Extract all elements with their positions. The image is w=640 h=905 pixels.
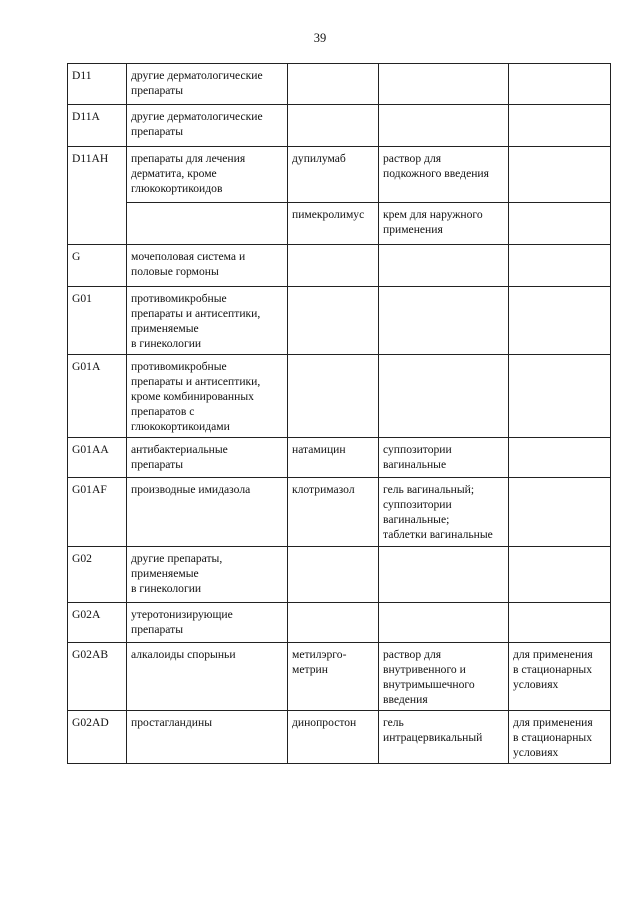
atc-code-cell: G02A bbox=[68, 603, 127, 643]
table-row bbox=[68, 603, 611, 643]
table-row bbox=[68, 711, 611, 764]
dosage-form-cell: крем для наружного применения bbox=[379, 203, 509, 245]
page-number: 39 bbox=[313, 31, 327, 45]
group-name-cell: простагландины bbox=[127, 711, 288, 764]
table-row bbox=[68, 478, 611, 547]
note-cell bbox=[509, 64, 611, 105]
atc-code-cell: G01 bbox=[68, 287, 127, 355]
drug-name-cell: клотримазол bbox=[288, 478, 379, 547]
note-cell bbox=[509, 203, 611, 245]
dosage-form-cell bbox=[379, 64, 509, 105]
drug-name-cell bbox=[288, 355, 379, 438]
note-cell bbox=[509, 105, 611, 147]
dosage-form-cell bbox=[379, 603, 509, 643]
group-name-cell: производные имидазола bbox=[127, 478, 288, 547]
note-cell bbox=[509, 603, 611, 643]
atc-code-cell: G02 bbox=[68, 547, 127, 603]
drug-name-cell: натамицин bbox=[288, 438, 379, 478]
dosage-form-cell bbox=[379, 355, 509, 438]
table-row bbox=[68, 355, 611, 438]
note-cell bbox=[509, 547, 611, 603]
atc-code-cell: G02AD bbox=[68, 711, 127, 764]
dosage-form-cell bbox=[379, 245, 509, 287]
drug-name-cell: динопростон bbox=[288, 711, 379, 764]
note-cell bbox=[509, 147, 611, 203]
table-row bbox=[68, 105, 611, 147]
group-name-cell: другие дерматологические препараты bbox=[127, 64, 288, 105]
dosage-form-cell: суппозитории вагинальные bbox=[379, 438, 509, 478]
atc-code-cell: D11 bbox=[68, 64, 127, 105]
note-cell bbox=[509, 287, 611, 355]
dosage-form-cell bbox=[379, 547, 509, 603]
atc-code-cell: D11AH bbox=[68, 147, 127, 245]
dosage-form-cell: гель вагинальный; суппозитории вагинальные; таблетки вагинальные bbox=[379, 478, 509, 547]
dosage-form-cell: гель интрацервикальный bbox=[379, 711, 509, 764]
atc-code-cell: G01AA bbox=[68, 438, 127, 478]
drug-name-cell bbox=[288, 64, 379, 105]
table-row bbox=[68, 547, 611, 603]
atc-code-cell: G01A bbox=[68, 355, 127, 438]
group-name-cell: противомикробные препараты и антисептики, кроме комбинированных препаратов с глюкокортикоидами bbox=[127, 355, 288, 438]
group-name-cell: препараты для лечения дерматита, кроме глюкокортикоидов bbox=[127, 147, 288, 203]
group-name-cell: алкалоиды спорыньи bbox=[127, 643, 288, 711]
note-cell bbox=[509, 355, 611, 438]
table-row bbox=[68, 203, 611, 245]
drug-name-cell bbox=[288, 105, 379, 147]
dosage-form-cell bbox=[379, 105, 509, 147]
table-row bbox=[68, 643, 611, 711]
drug-name-cell bbox=[288, 245, 379, 287]
group-name-cell: мочеполовая система и половые гормоны bbox=[127, 245, 288, 287]
atc-code-cell: G02AB bbox=[68, 643, 127, 711]
dosage-form-cell: раствор для внутривенного и внутримышечного введения bbox=[379, 643, 509, 711]
note-cell: для применения в стационарных условиях bbox=[509, 711, 611, 764]
drug-name-cell bbox=[288, 603, 379, 643]
dosage-form-cell bbox=[379, 287, 509, 355]
table-row bbox=[68, 147, 611, 203]
atc-drug-table bbox=[67, 63, 611, 764]
drug-name-cell: метилэрго- метрин bbox=[288, 643, 379, 711]
group-name-cell: другие препараты, применяемые в гинекологии bbox=[127, 547, 288, 603]
dosage-form-cell: раствор для подкожного введения bbox=[379, 147, 509, 203]
group-name-cell: противомикробные препараты и антисептики, применяемые в гинекологии bbox=[127, 287, 288, 355]
drug-name-cell: дупилумаб bbox=[288, 147, 379, 203]
group-name-cell: антибактериальные препараты bbox=[127, 438, 288, 478]
drug-name-cell bbox=[288, 287, 379, 355]
group-name-cell: другие дерматологические препараты bbox=[127, 105, 288, 147]
note-cell: для применения в стационарных условиях bbox=[509, 643, 611, 711]
note-cell bbox=[509, 438, 611, 478]
table-row bbox=[68, 287, 611, 355]
note-cell bbox=[509, 478, 611, 547]
atc-code-cell: G01AF bbox=[68, 478, 127, 547]
group-name-cell: утеротонизирующие препараты bbox=[127, 603, 288, 643]
table-row bbox=[68, 64, 611, 105]
table-row bbox=[68, 438, 611, 478]
drug-name-cell bbox=[288, 547, 379, 603]
drug-name-cell: пимекролимус bbox=[288, 203, 379, 245]
note-cell bbox=[509, 245, 611, 287]
group-name-cell bbox=[127, 203, 288, 245]
atc-code-cell: D11A bbox=[68, 105, 127, 147]
table-row bbox=[68, 245, 611, 287]
atc-code-cell: G bbox=[68, 245, 127, 287]
